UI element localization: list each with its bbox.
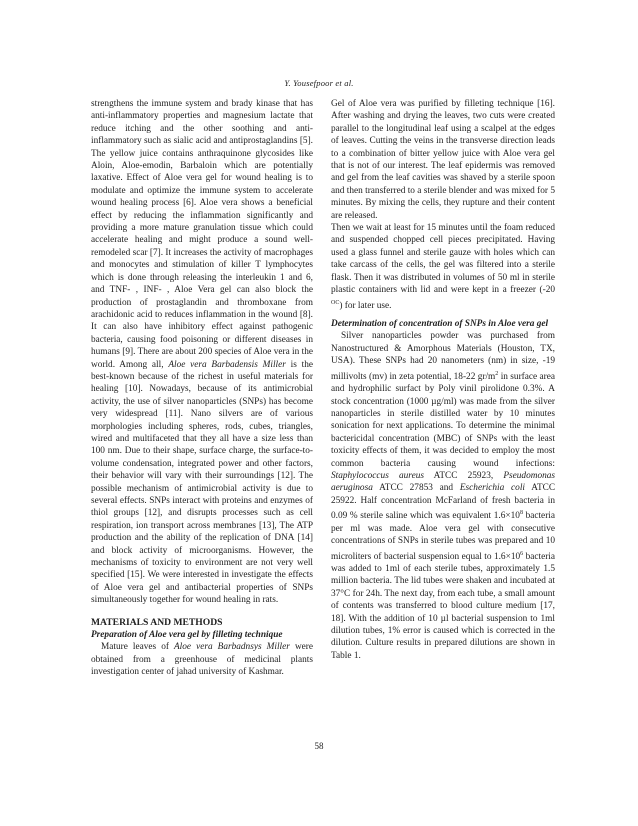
filter-text-end: ) for later use.	[339, 300, 392, 311]
subsection-heading: Preparation of Aloe vera gel by filleting technique	[91, 630, 283, 641]
atcc-2: ATCC 27853 and	[379, 483, 454, 494]
intro-text: strengthens the immune system and brady kinase that has anti-inflammatory properties and magnesium lactate that reduce itching and the other soothing and anti-inflammatory such as sialic acid and antiprostaglandins [5]. The yellow juice contains anthraquinone glycosides like Aloin, Aloe-emodin, Barbaloin which are potentially laxative. Effect of Aloe vera gel for wound healing is to modulate and optimize the immune system to accelerate wound healing process [6]. Aloe vera shows a beneficial effect by reducing the inflammation significantly and providing a more mature granulation tissue which could accelerate healing and might produce a sound well-remodeled scar [7]. It increases the activity of macrophages and monocytes and stimulation of killer T lymphocytes which is done through releasing the interleukin 1 and 6, and TNF- , INF- , Aloe Vera gel can also block the production of prostaglandin and thromboxane from arachidonic acid to reduces inflammation in the wound [8]. It can also have inhibitory effect against pathogenic bacteria, causing food poisoning or different diseases in humans [9]. There are about 200 species of Aloe vera in the world. Among all,	[91, 99, 313, 370]
exp-sup-8: 8	[519, 510, 523, 517]
section-heading: MATERIALS AND METHODS	[91, 616, 223, 628]
intro-text-continued: is the best-known because of the richest in useful materials for healing [10]. Nowadays, because of its antimicrobial activity, the use of silver nanoparticles (SNPs) has become very widespread [11]. Nano silvers are of various morphologies including spheres, rods, cubes, triangles, wired and multifaceted that they all have a size less than 100 nm. Due to their shape, surface charge, the surface-to-volume condensation, integrated power and other factors, their behavior will vary with their surroundings [12]. The possible mechanism of antimicrobial activity is due to several effects. SNPs interact with proteins and enzymes of thiol groups [12], and disrupts processes such as cell respiration, ion transport across membranes [13], The ATP production and the ability of the replication of DNA [14] and block activity of microorganisms. However, the mechanisms of toxicity to environment are not very well specified [15]. We were interested in investigate the effects of Aloe vera gel and antibacterial properties of SNPs simultaneously together for wound healing in rats.	[91, 359, 313, 606]
right-column	[331, 98, 555, 662]
exp-sup-6: 6	[520, 550, 524, 557]
atcc-1: ATCC 25923,	[433, 470, 494, 481]
species-name: Aloe vera Barbadensis Miller	[168, 359, 286, 370]
snp-text-e: bacteria per ml was made. Aloe vera gel with consecutive concentrations of SNPs in sterile tubes was prepared and 10 microliters of bacterial suspension equal to 1.6×10	[331, 511, 555, 562]
left-column	[91, 98, 313, 679]
organism-ecoli: Escherichia coli	[459, 483, 525, 494]
species-name-2: Aloe vera Barbadnsys Miller	[174, 642, 290, 653]
snp-text-f: bacteria was added to 1ml of each sterile tubes, approximately 1.5 million bacteria. The lid tubes were shaken and incubated at 37°C for 24h. The next day, from each tube, a small amount of contents was transferred to blood culture medium [17, 18]. With the addition of 10 µl bacterial suspension to 1ml dilution tubes, 1% error is caused which is corrected in the dilution. Culture results in prepared dilutions are shown in Table 1.	[331, 551, 556, 661]
snp-paragraph	[331, 330, 555, 662]
page-number: 58	[314, 741, 324, 751]
intro-paragraph	[91, 98, 313, 607]
gel-paragraph: Gel of Aloe vera was purified by filleting technique [16]. After washing and drying the leaves, two cuts were created parallel to the longitudinal leaf using a scalpel at the edges of leaves. Cutting the veins in the transverse direction leads to a combination of bitter yellow juice with Aloe vera gel that is not of our interest. The leaf epidermis was removed and gel from the leaf cavities was shaved by a sterile spoon and then transferred to a sterile blender and was mixed for 5 minutes. By mixing the cells, they rupture and their content are released.	[331, 99, 555, 221]
organism-staph: Staphylococcus aureus	[331, 470, 424, 481]
organism-pseudomonas: Pseudomonas aeruginosa	[331, 470, 556, 494]
methods-text-continued: were obtained from a greenhouse of medicinal plants investigation center of jahad university of Kashmar.	[91, 642, 314, 678]
running-head: Y. Yousefpoor et al.	[284, 78, 354, 88]
area-sup: 2	[495, 370, 499, 377]
methods-paragraph	[91, 641, 313, 678]
snp-text: Silver nanoparticles powder was purchased from Nanostructured & Amorphous Materials (Houston, TX, USA). These SNPs had 20 nanometers (nm) in size, -19 millivolts (mv) in zeta potential, 18-22 gr/m	[331, 331, 555, 382]
snp-text-d: ATCC 25922. Half concentration McFarland of fresh bacteria in 0.09 % sterile saline which was equivalent 1.6×10	[331, 483, 556, 522]
snp-subheading: Determination of concentration of SNPs in Aloe vera gel	[331, 319, 549, 329]
filter-text: Then we wait at least for 15 minutes until the foam reduced and suspended chopped cell pieces precipitated. Having used a glass funnel and sterile gauze with holes which can take carcass of the cells, the gel was filtered into a sterile flask. Then it was distributed in volumes of 50 ml in sterile plastic containers with lid and were kept in a freezer (-20	[331, 223, 555, 296]
filter-paragraph	[331, 222, 555, 312]
temp-sup: OC	[331, 299, 340, 306]
methods-text: Mature leaves of	[101, 642, 169, 653]
snp-text-mid: in surface area and hydrophilic surfact by Poly vinil pirolidone 0.3%. A stock concentration (1000 µg/ml) was made from the silver nanoparticles in sterile distilled water by 10 minutes sonication for next applications. To determine the minimal bactericidal concentration (MBC) of SNPs with the least toxicity effects of them, it was decided to employ the most common bacteria causing wound infections:	[331, 371, 555, 469]
